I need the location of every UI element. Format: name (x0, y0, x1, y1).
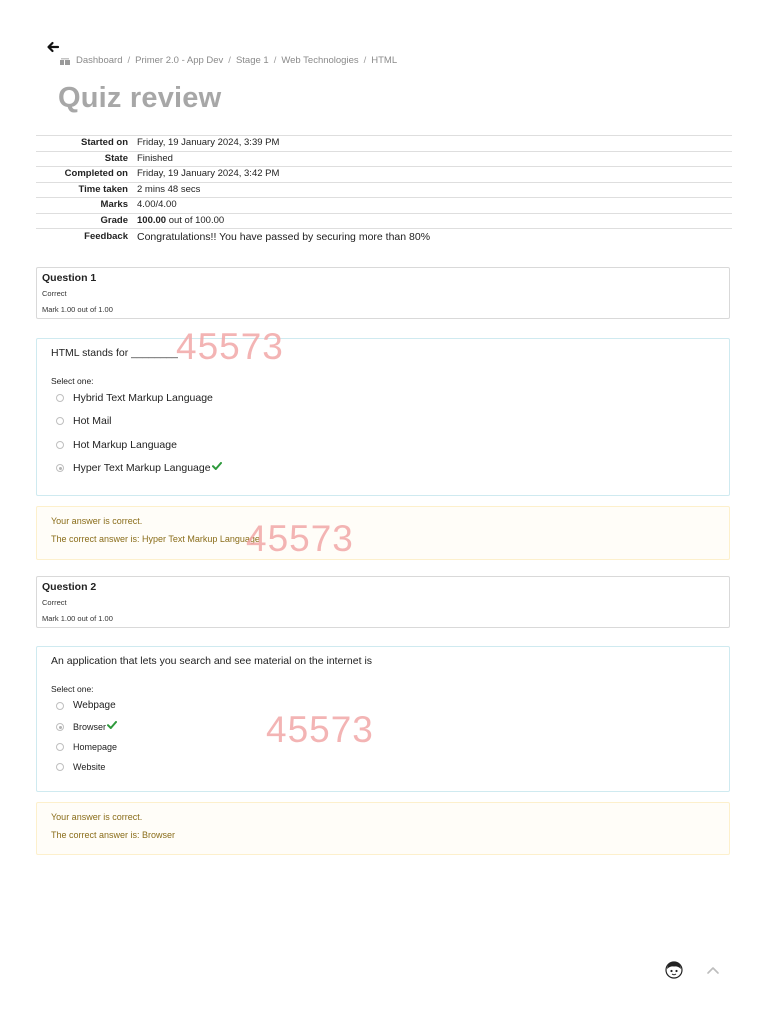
answer-label: Hot Markup Language (73, 439, 177, 451)
avatar-icon[interactable] (664, 960, 684, 980)
question-number: Question 1 (42, 272, 97, 284)
answer-option (56, 439, 177, 451)
summary-row-started (36, 136, 732, 152)
breadcrumb-stage[interactable]: Stage 1 (235, 55, 269, 66)
page-title: Quiz review (58, 82, 222, 114)
breadcrumb-section[interactable]: Web Technologies (281, 55, 359, 66)
summary-row-grade (36, 213, 732, 229)
answer-radio[interactable] (56, 417, 64, 425)
summary-label: Grade (100, 214, 128, 226)
answer-option (56, 762, 105, 772)
select-one-prompt: Select one: (51, 684, 94, 694)
question-mark: Mark 1.00 out of 1.00 (42, 305, 113, 314)
answer-label: Hyper Text Markup Language (73, 462, 211, 474)
summary-label: State (104, 152, 128, 164)
question-content (36, 338, 730, 496)
answer-radio[interactable] (56, 441, 64, 449)
check-icon (212, 462, 222, 470)
breadcrumb-separator: / (363, 55, 367, 66)
back-arrow-icon[interactable] (46, 40, 60, 54)
breadcrumb-separator: / (127, 55, 131, 66)
summary-row-state (36, 151, 732, 167)
answer-radio[interactable] (56, 743, 64, 751)
answer-option (56, 415, 112, 427)
answer-radio-selected[interactable] (56, 464, 64, 472)
breadcrumb-dashboard[interactable]: Dashboard (76, 55, 123, 66)
answer-option-selected (56, 462, 222, 474)
summary-row-completed (36, 167, 732, 183)
feedback-correct-answer: The correct answer is: Hyper Text Markup Language (51, 534, 260, 544)
breadcrumb-separator: / (273, 55, 277, 66)
summary-value (137, 213, 732, 229)
answer-label: Website (73, 762, 106, 772)
question-number: Question 2 (42, 581, 97, 593)
answer-option (56, 700, 116, 711)
summary-label: Feedback (84, 231, 128, 242)
answer-feedback (36, 506, 730, 560)
breadcrumb-current[interactable]: HTML (371, 55, 398, 66)
home-icon[interactable] (60, 57, 70, 65)
summary-value: Friday, 19 January 2024, 3:39 PM (137, 137, 280, 148)
question-state: Correct (42, 289, 67, 298)
quiz-summary-table (36, 135, 732, 245)
watermark: 45573 (176, 326, 284, 367)
question-content (36, 646, 730, 792)
breadcrumb-course[interactable]: Primer 2.0 - App Dev (135, 55, 224, 66)
answer-label: Hybrid Text Markup Language (73, 392, 213, 404)
select-one-prompt: Select one: (51, 376, 94, 386)
watermark: 45573 (266, 709, 374, 750)
answer-radio[interactable] (56, 702, 64, 710)
watermark: 45573 (246, 518, 354, 559)
feedback-correct: Your answer is correct. (51, 812, 143, 822)
answer-label: Homepage (73, 742, 118, 752)
summary-value: Congratulations!! You have passed by securing more than 80% (137, 231, 431, 243)
answer-option-selected (56, 722, 117, 732)
summary-label: Completed on (64, 168, 128, 179)
breadcrumb (60, 55, 397, 66)
chevron-up-icon[interactable] (706, 965, 720, 975)
answer-label: Browser (73, 722, 107, 732)
breadcrumb-separator: / (228, 55, 231, 66)
question-mark: Mark 1.00 out of 1.00 (42, 614, 113, 623)
summary-row-marks (36, 198, 732, 214)
summary-value: 4.00/4.00 (137, 199, 177, 210)
summary-label: Marks (100, 199, 128, 210)
answer-radio[interactable] (56, 763, 64, 771)
feedback-correct: Your answer is correct. (51, 516, 143, 526)
summary-value: 2 mins 48 secs (137, 183, 201, 195)
question-info (36, 267, 730, 319)
question-state: Correct (42, 598, 67, 607)
answer-label: Webpage (73, 700, 116, 711)
summary-label: Started on (81, 137, 128, 148)
question-text: An application that lets you search and see material on the internet is (51, 655, 373, 667)
feedback-correct-answer: The correct answer is: Browser (51, 830, 176, 840)
answer-feedback (36, 802, 730, 855)
answer-option (56, 392, 213, 404)
question-text: HTML stands for ________ (51, 347, 178, 359)
check-icon (107, 721, 117, 729)
question-info (36, 576, 730, 628)
answer-option (56, 742, 117, 752)
summary-label: Time taken (78, 183, 128, 195)
grade-total: out of 100.00 (166, 214, 225, 226)
answer-radio-selected[interactable] (56, 723, 64, 731)
answer-radio[interactable] (56, 394, 64, 402)
grade-score: 100.00 (137, 214, 167, 226)
summary-value: Friday, 19 January 2024, 3:42 PM (137, 168, 280, 179)
summary-row-feedback (36, 229, 732, 245)
answer-label: Hot Mail (73, 415, 112, 427)
summary-row-time (36, 182, 732, 198)
summary-value: Finished (137, 152, 173, 164)
